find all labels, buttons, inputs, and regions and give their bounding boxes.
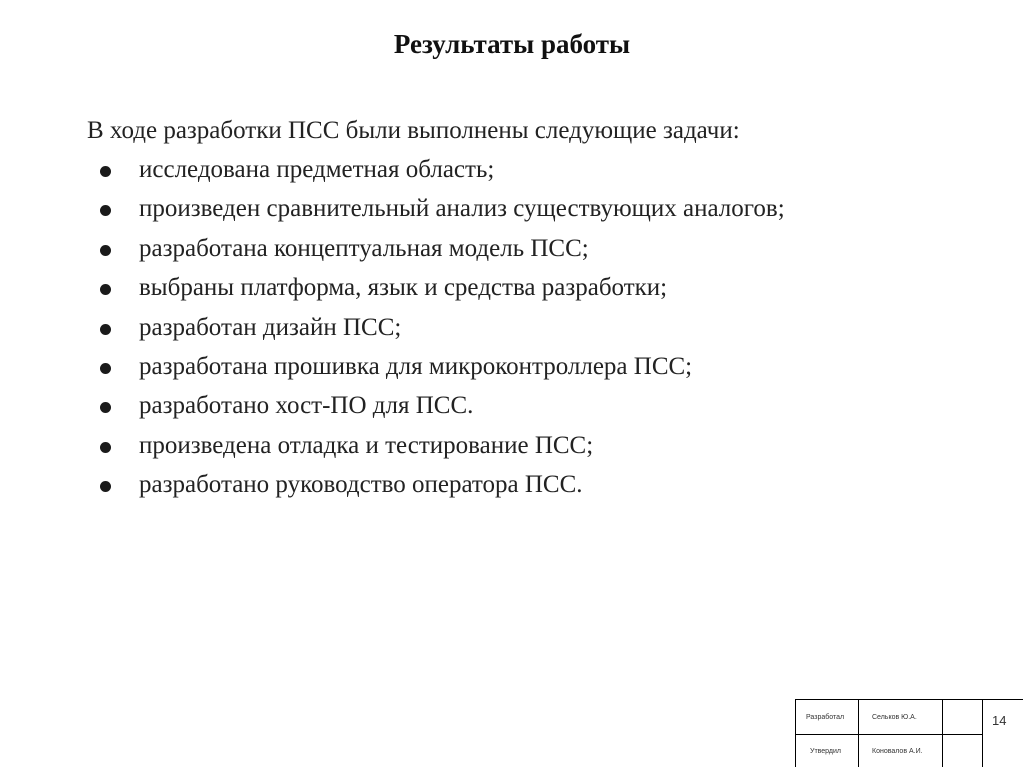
stamp-approved-label: Утвердил xyxy=(810,748,841,755)
bullet-icon xyxy=(100,442,111,453)
stamp-developer-name: Сельков Ю.А. xyxy=(872,714,917,721)
intro-text: В ходе разработки ПСС были выполнены следующие задачи: xyxy=(87,117,740,144)
bullet-icon xyxy=(100,481,111,492)
bullet-icon xyxy=(100,363,111,374)
bullet-icon xyxy=(100,205,111,216)
list-item-text: исследована предметная область; xyxy=(139,156,495,183)
stamp-approver-name: Коновалов А.И. xyxy=(872,748,923,755)
list-item-text: разработана прошивка для микроконтроллера ПСС; xyxy=(139,352,693,380)
list-item-text: произведен сравнительный анализ существующих аналогов; xyxy=(139,195,785,223)
list-item-text: разработан дизайн ПСС; xyxy=(139,313,402,341)
page-number: 14 xyxy=(992,713,1007,728)
bullet-icon xyxy=(100,402,111,413)
page-title: Результаты работы xyxy=(393,29,631,59)
list-item-text: выбраны платформа, язык и средства разработки; xyxy=(139,274,668,302)
bullet-icon xyxy=(100,284,111,295)
bullet-icon xyxy=(100,324,111,335)
stamp-developed-label: Разработал xyxy=(806,714,845,721)
list-item-text: разработано руководство оператора ПСС. xyxy=(139,471,583,499)
list-item-text: разработано хост-ПО для ПСС. xyxy=(139,392,474,420)
list-item-text: разработана концептуальная модель ПСС; xyxy=(139,234,589,262)
stamp-divider xyxy=(796,734,982,735)
bullet-icon xyxy=(100,245,111,256)
stamp-divider xyxy=(982,700,983,767)
list-item-text: произведена отладка и тестирование ПСС; xyxy=(139,431,594,459)
title-block-stamp xyxy=(795,699,1023,767)
bullet-icon xyxy=(100,166,111,177)
